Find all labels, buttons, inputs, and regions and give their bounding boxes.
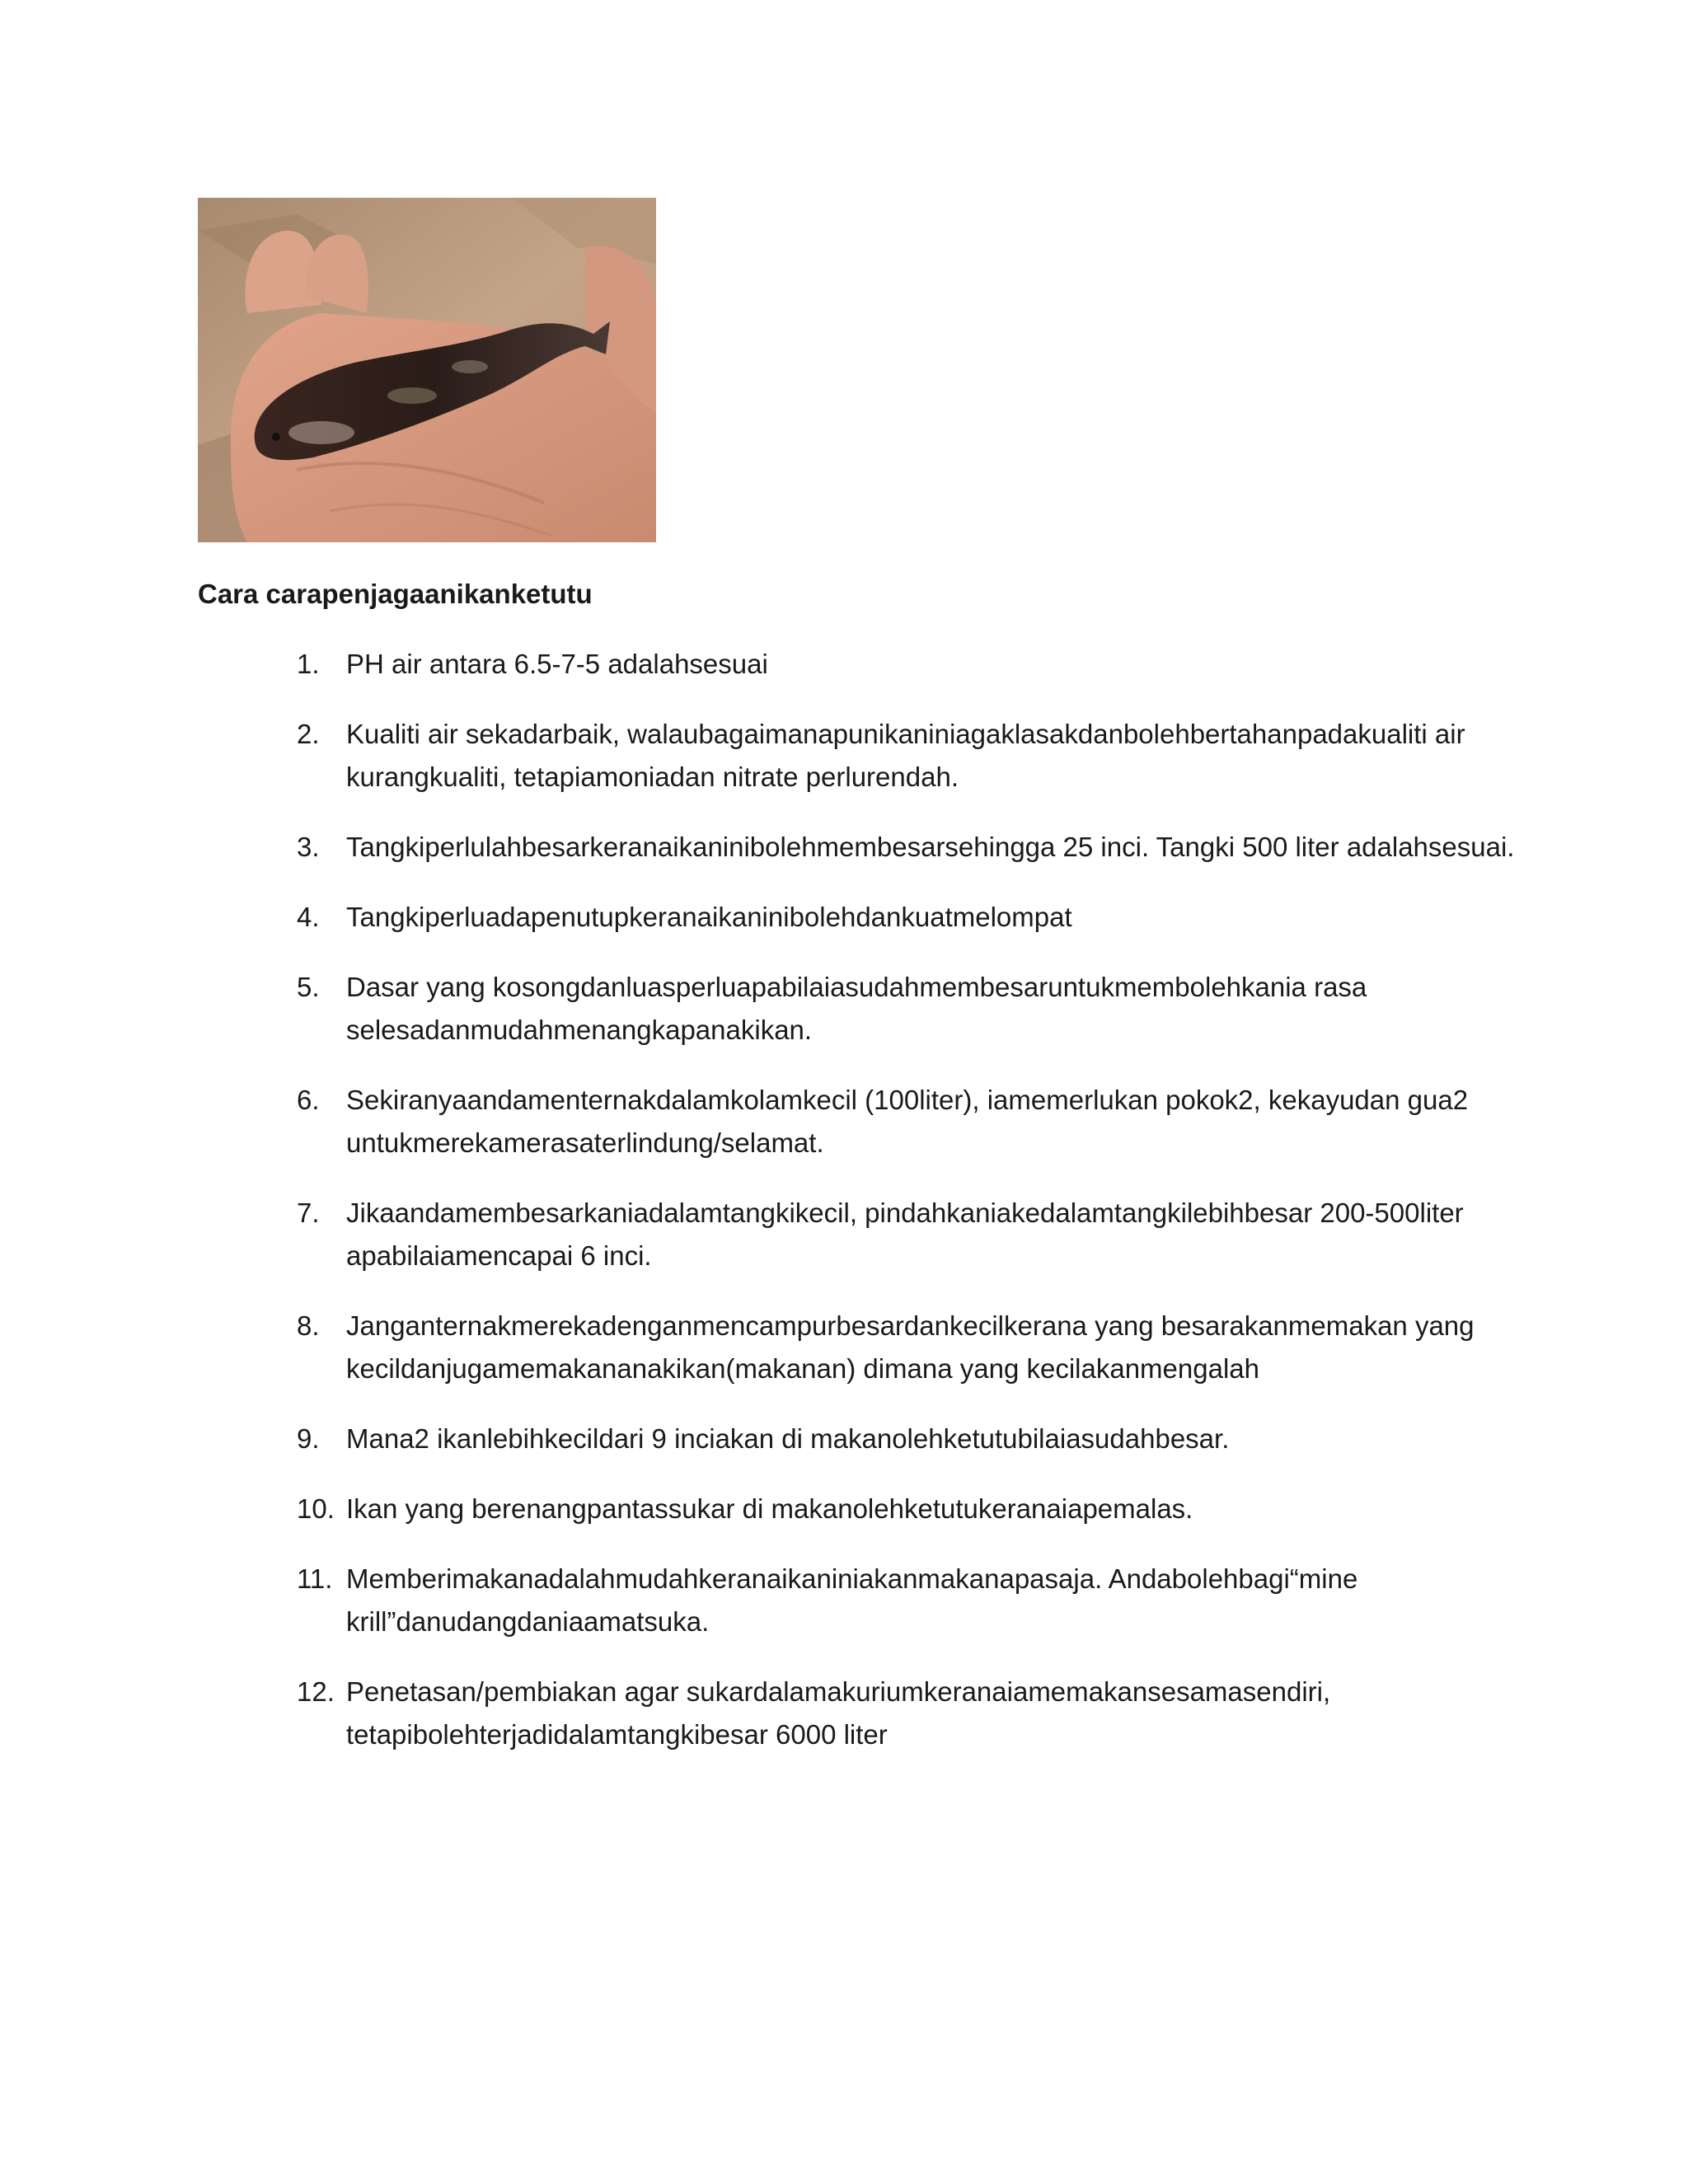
list-item-text: Mana2 ikanlebihkecildari 9 inciakan di makanolehketutubilaiasudahbesar. bbox=[346, 1423, 1230, 1454]
fish-in-hand-photo bbox=[198, 198, 656, 542]
list-item bbox=[198, 1671, 1517, 1756]
list-item-number: 2. bbox=[297, 719, 320, 749]
page-title: Cara carapenjagaanikanketutu bbox=[198, 579, 593, 609]
list-item-text: Sekiranyaandamenternakdalamkolamkecil (100liter), iamemerlukan pokok2, kekayudan gua2 untukmerekamerasaterlindung/selamat. bbox=[346, 1085, 1469, 1158]
list-item-text: Ikan yang berenangpantassukar di makanolehketutukeranaiapemalas. bbox=[346, 1493, 1193, 1524]
list-item-text: Dasar yang kosongdanluasperluapabilaiasudahmembesaruntukmembolehkania rasa selesadanmudahmenangkapanakikan. bbox=[346, 972, 1367, 1045]
list-item-text: Jikaandamembesarkaniadalamtangkikecil, pindahkaniakedalamtangkilebihbesar 200-500liter apabilaiamencapai 6 inci. bbox=[346, 1197, 1464, 1271]
list-item-number: 8. bbox=[297, 1310, 320, 1341]
list-item bbox=[198, 1418, 1517, 1460]
list-item bbox=[198, 966, 1517, 1052]
list-item-number: 1. bbox=[297, 649, 320, 679]
list-item-text: Memberimakanadalahmudahkeranaikaniniakanmakanapasaja. Andabolehbagi“mine krill”danudangdaniaamatsuka. bbox=[346, 1563, 1358, 1637]
list-item-text: Penetasan/pembiakan agar sukardalamakuriumkeranaiamemakansesamasendiri, tetapibolehterjadidalamtangkibesar 6000 liter bbox=[346, 1676, 1331, 1750]
fish-photo-illustration bbox=[198, 198, 656, 542]
list-item-text: PH air antara 6.5-7-5 adalahsesuai bbox=[346, 649, 768, 679]
list-item-number: 10. bbox=[297, 1493, 335, 1524]
list-item-number: 3. bbox=[297, 832, 320, 862]
list-item-number: 7. bbox=[297, 1197, 320, 1228]
list-item-text: Tangkiperluadapenutupkeranaikaninibolehdankuatmelompat bbox=[346, 902, 1072, 932]
list-item bbox=[198, 1305, 1517, 1390]
list-item-text: Janganternakmerekadenganmencampurbesardankecilkerana yang besarakanmemakan yang kecildanjugamemakananakikan(makanan) dimana yang kecilakanmengalah bbox=[346, 1310, 1475, 1384]
list-item-text: Kualiti air sekadarbaik, walaubagaimanapunikaniniagaklasakdanbolehbertahanpadakualiti air kurangkualiti, tetapiamoniadan nitrate perlurendah. bbox=[346, 719, 1465, 792]
list-item bbox=[198, 1192, 1517, 1277]
care-steps-list bbox=[198, 643, 1517, 1783]
list-item bbox=[198, 1079, 1517, 1165]
list-item bbox=[198, 713, 1517, 799]
list-item-number: 9. bbox=[297, 1423, 320, 1454]
list-item-number: 5. bbox=[297, 972, 320, 1002]
list-item bbox=[198, 826, 1517, 869]
list-item bbox=[198, 1488, 1517, 1530]
list-item bbox=[198, 896, 1517, 939]
list-item bbox=[198, 643, 1517, 686]
list-item-number: 11. bbox=[297, 1563, 333, 1594]
list-item-text: Tangkiperlulahbesarkeranaikaninibolehmembesarsehingga 25 inci. Tangki 500 liter adalahsesuai. bbox=[346, 832, 1515, 862]
list-item-number: 12. bbox=[297, 1676, 335, 1707]
list-item-number: 6. bbox=[297, 1085, 320, 1115]
list-item bbox=[198, 1558, 1517, 1643]
list-item-number: 4. bbox=[297, 902, 320, 932]
